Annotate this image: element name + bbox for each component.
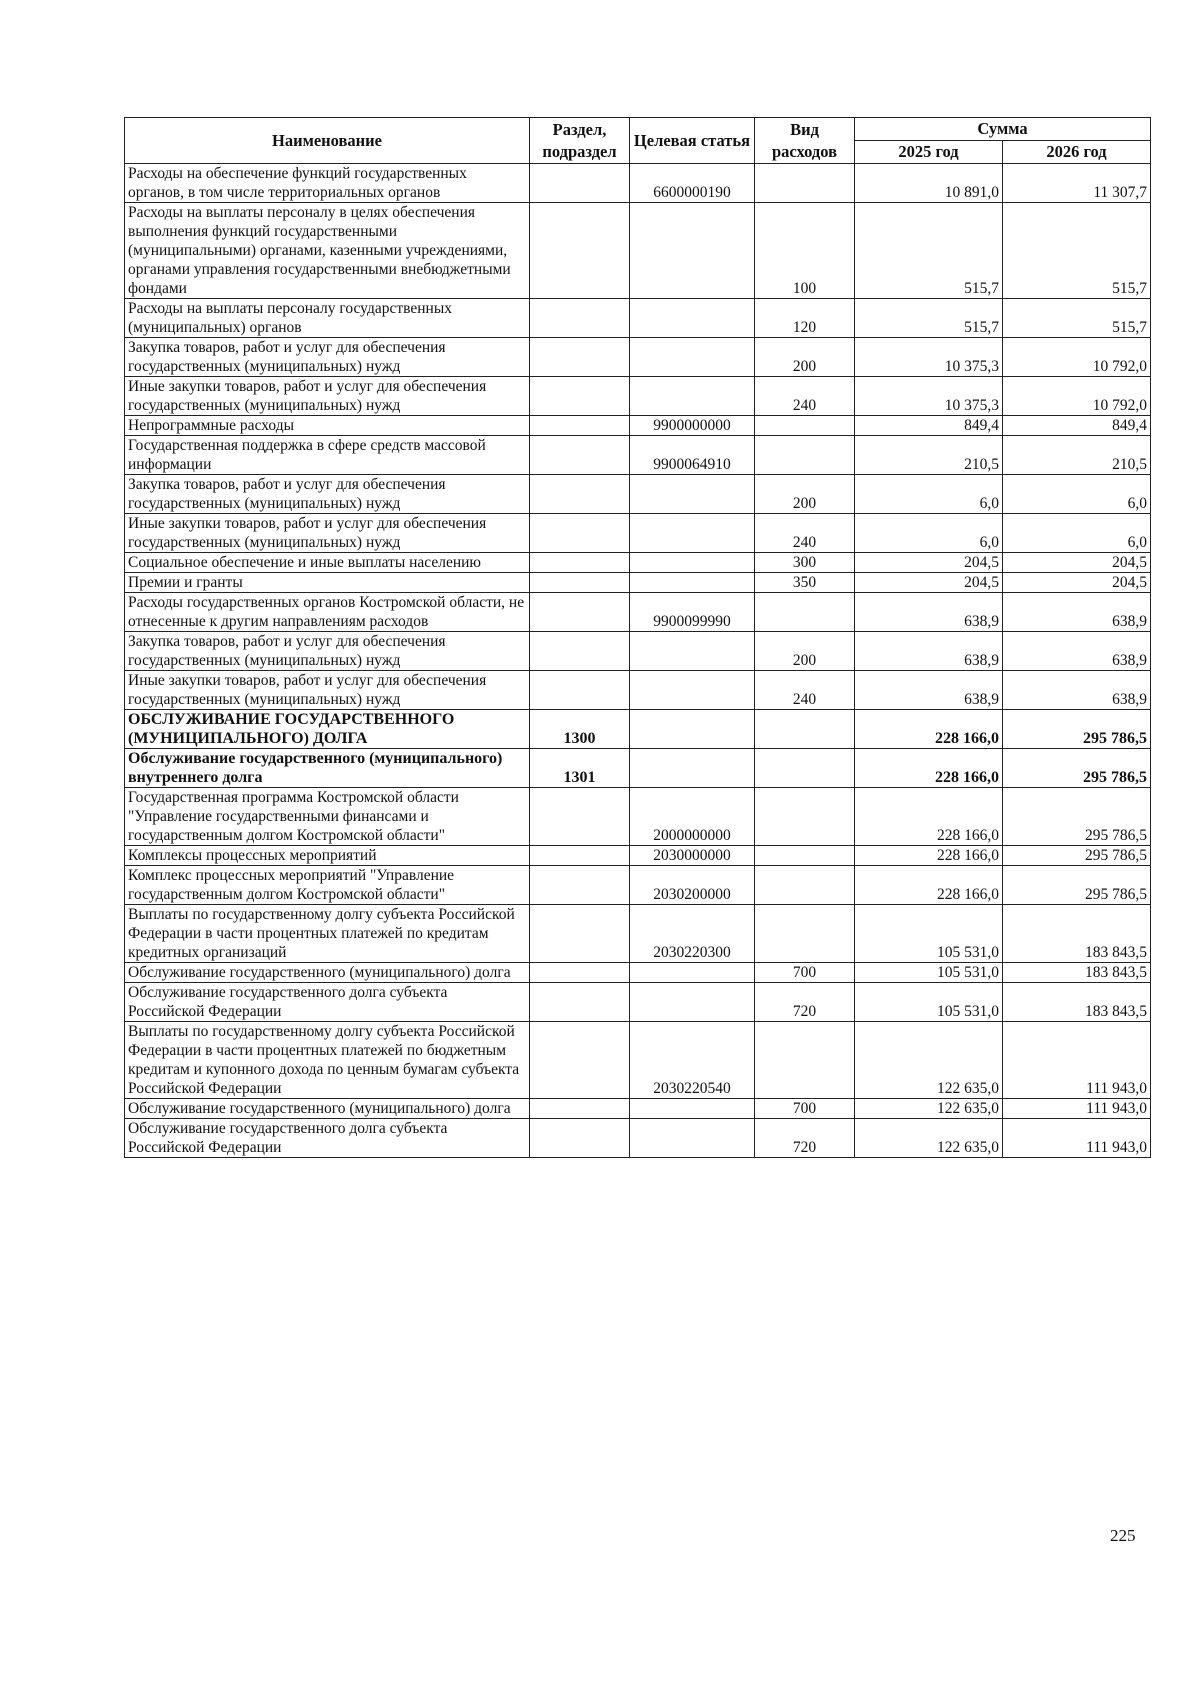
cell-2025: 210,5: [855, 436, 1003, 475]
col-header-type: Вид расходов: [755, 118, 855, 164]
cell-type: 350: [755, 573, 855, 593]
cell-section: [530, 905, 630, 963]
cell-target: [630, 1119, 755, 1158]
cell-target: [630, 573, 755, 593]
cell-name: Иные закупки товаров, работ и услуг для обеспечения государственных (муниципальных) нужд: [125, 514, 530, 553]
cell-2026: 849,4: [1003, 416, 1151, 436]
cell-target: 2030200000: [630, 866, 755, 905]
col-header-sum: Сумма: [855, 118, 1151, 141]
cell-2025: 849,4: [855, 416, 1003, 436]
cell-name: Иные закупки товаров, работ и услуг для обеспечения государственных (муниципальных) нужд: [125, 377, 530, 416]
table-body: [125, 164, 1151, 1158]
cell-2025: 10 375,3: [855, 377, 1003, 416]
cell-2026: 111 943,0: [1003, 1119, 1151, 1158]
cell-type: 100: [755, 203, 855, 299]
cell-type: 240: [755, 377, 855, 416]
cell-type: 720: [755, 983, 855, 1022]
cell-target: [630, 514, 755, 553]
table-row: [125, 846, 1151, 866]
table-row: [125, 203, 1151, 299]
cell-target: [630, 983, 755, 1022]
cell-name: Расходы на выплаты персоналу в целях обеспечения выполнения функций государственными (муниципальными) органами, казенными учреждениями, органами управления государственными внебюджетными фондами: [125, 203, 530, 299]
cell-section: [530, 416, 630, 436]
cell-name: Премии и гранты: [125, 573, 530, 593]
cell-target: 2030220300: [630, 905, 755, 963]
cell-name: Закупка товаров, работ и услуг для обеспечения государственных (муниципальных) нужд: [125, 632, 530, 671]
cell-2026: 111 943,0: [1003, 1022, 1151, 1099]
cell-target: 9900064910: [630, 436, 755, 475]
cell-name: Обслуживание государственного (муниципального) долга: [125, 1099, 530, 1119]
cell-2026: 183 843,5: [1003, 983, 1151, 1022]
cell-2026: 183 843,5: [1003, 963, 1151, 983]
cell-name: Непрограммные расходы: [125, 416, 530, 436]
cell-target: [630, 338, 755, 377]
cell-name: Обслуживание государственного (муниципального) внутреннего долга: [125, 749, 530, 788]
cell-type: 200: [755, 338, 855, 377]
cell-2025: 10 375,3: [855, 338, 1003, 377]
cell-target: 6600000190: [630, 164, 755, 203]
cell-target: [630, 203, 755, 299]
cell-2026: 6,0: [1003, 475, 1151, 514]
cell-section: [530, 1022, 630, 1099]
cell-type: [755, 710, 855, 749]
col-header-2026: 2026 год: [1003, 141, 1151, 164]
cell-section: [530, 593, 630, 632]
cell-2025: 105 531,0: [855, 963, 1003, 983]
cell-2025: 228 166,0: [855, 749, 1003, 788]
cell-section: [530, 377, 630, 416]
table-row: [125, 1099, 1151, 1119]
cell-target: [630, 710, 755, 749]
cell-target: [630, 553, 755, 573]
cell-2025: 105 531,0: [855, 983, 1003, 1022]
cell-type: 120: [755, 299, 855, 338]
cell-section: [530, 788, 630, 846]
cell-name: Выплаты по государственному долгу субъекта Российской Федерации в части процентных платежей по бюджетным кредитам и купонного дохода по ценным бумагам субъекта Российской Федерации: [125, 1022, 530, 1099]
cell-section: [530, 846, 630, 866]
cell-2026: 295 786,5: [1003, 710, 1151, 749]
cell-target: 2030220540: [630, 1022, 755, 1099]
cell-2026: 295 786,5: [1003, 846, 1151, 866]
cell-name: Обслуживание государственного (муниципального) долга: [125, 963, 530, 983]
cell-2025: 122 635,0: [855, 1022, 1003, 1099]
cell-2026: 638,9: [1003, 593, 1151, 632]
cell-section: [530, 632, 630, 671]
table-header: [125, 118, 1151, 164]
cell-type: 240: [755, 671, 855, 710]
cell-name: Закупка товаров, работ и услуг для обеспечения государственных (муниципальных) нужд: [125, 338, 530, 377]
cell-name: Обслуживание государственного долга субъекта Российской Федерации: [125, 1119, 530, 1158]
cell-type: [755, 846, 855, 866]
cell-type: [755, 164, 855, 203]
cell-type: 200: [755, 475, 855, 514]
cell-target: [630, 671, 755, 710]
cell-target: 2030000000: [630, 846, 755, 866]
table-row: [125, 416, 1151, 436]
cell-name: Комплекс процессных мероприятий "Управление государственным долгом Костромской области": [125, 866, 530, 905]
table-row: [125, 749, 1151, 788]
col-header-target: Целевая статья: [630, 118, 755, 164]
table-row: [125, 1022, 1151, 1099]
cell-name: Расходы государственных органов Костромской области, не отнесенные к другим направлениям расходов: [125, 593, 530, 632]
cell-type: 240: [755, 514, 855, 553]
table-row: [125, 963, 1151, 983]
cell-2026: 295 786,5: [1003, 788, 1151, 846]
table-row: [125, 475, 1151, 514]
cell-2026: 295 786,5: [1003, 749, 1151, 788]
cell-target: [630, 632, 755, 671]
cell-type: [755, 1022, 855, 1099]
cell-section: [530, 671, 630, 710]
cell-type: 200: [755, 632, 855, 671]
cell-target: [630, 475, 755, 514]
cell-2026: 6,0: [1003, 514, 1151, 553]
table-row: [125, 788, 1151, 846]
page-number: 225: [1110, 1526, 1136, 1545]
cell-section: 1301: [530, 749, 630, 788]
cell-section: [530, 573, 630, 593]
cell-name: Расходы на выплаты персоналу государственных (муниципальных) органов: [125, 299, 530, 338]
cell-section: [530, 164, 630, 203]
cell-2026: 11 307,7: [1003, 164, 1151, 203]
table-row: [125, 671, 1151, 710]
cell-name: Государственная программа Костромской области "Управление государственными финансами и государственным долгом Костромской области": [125, 788, 530, 846]
table-row: [125, 905, 1151, 963]
cell-2025: 105 531,0: [855, 905, 1003, 963]
cell-2025: 638,9: [855, 593, 1003, 632]
cell-2025: 638,9: [855, 632, 1003, 671]
cell-section: [530, 299, 630, 338]
cell-2026: 638,9: [1003, 632, 1151, 671]
cell-target: 2000000000: [630, 788, 755, 846]
cell-2025: 6,0: [855, 475, 1003, 514]
cell-type: [755, 749, 855, 788]
col-header-section: Раздел, подраздел: [530, 118, 630, 164]
table-row: [125, 377, 1151, 416]
cell-type: [755, 905, 855, 963]
cell-2025: 10 891,0: [855, 164, 1003, 203]
table-row: [125, 164, 1151, 203]
table-row: [125, 436, 1151, 475]
cell-2026: 111 943,0: [1003, 1099, 1151, 1119]
cell-2025: 515,7: [855, 299, 1003, 338]
table-row: [125, 573, 1151, 593]
cell-section: [530, 338, 630, 377]
cell-2026: 204,5: [1003, 573, 1151, 593]
table-row: [125, 983, 1151, 1022]
cell-name: Государственная поддержка в сфере средств массовой информации: [125, 436, 530, 475]
table-row: [125, 338, 1151, 377]
cell-2026: 10 792,0: [1003, 338, 1151, 377]
cell-name: Закупка товаров, работ и услуг для обеспечения государственных (муниципальных) нужд: [125, 475, 530, 514]
col-header-name: Наименование: [125, 118, 530, 164]
cell-2025: 6,0: [855, 514, 1003, 553]
cell-name: Иные закупки товаров, работ и услуг для обеспечения государственных (муниципальных) нужд: [125, 671, 530, 710]
table-row: [125, 710, 1151, 749]
table-row: [125, 593, 1151, 632]
cell-2026: 638,9: [1003, 671, 1151, 710]
cell-section: [530, 1119, 630, 1158]
cell-target: [630, 299, 755, 338]
cell-type: [755, 436, 855, 475]
cell-target: 9900099990: [630, 593, 755, 632]
cell-section: [530, 203, 630, 299]
cell-2025: 228 166,0: [855, 866, 1003, 905]
table-row: [125, 632, 1151, 671]
table-row: [125, 866, 1151, 905]
cell-name: Социальное обеспечение и иные выплаты населению: [125, 553, 530, 573]
cell-section: [530, 553, 630, 573]
cell-type: [755, 416, 855, 436]
cell-type: 700: [755, 1099, 855, 1119]
cell-section: [530, 475, 630, 514]
cell-2025: 638,9: [855, 671, 1003, 710]
cell-section: 1300: [530, 710, 630, 749]
cell-name: Обслуживание государственного долга субъекта Российской Федерации: [125, 983, 530, 1022]
cell-name: Расходы на обеспечение функций государственных органов, в том числе территориальных органов: [125, 164, 530, 203]
col-header-2025: 2025 год: [855, 141, 1003, 164]
cell-2026: 515,7: [1003, 299, 1151, 338]
cell-type: [755, 866, 855, 905]
cell-target: [630, 377, 755, 416]
cell-section: [530, 436, 630, 475]
cell-target: [630, 963, 755, 983]
cell-2025: 515,7: [855, 203, 1003, 299]
cell-target: 9900000000: [630, 416, 755, 436]
cell-2025: 228 166,0: [855, 710, 1003, 749]
cell-target: [630, 749, 755, 788]
cell-2026: 210,5: [1003, 436, 1151, 475]
table-row: [125, 1119, 1151, 1158]
cell-2025: 122 635,0: [855, 1099, 1003, 1119]
cell-type: [755, 788, 855, 846]
cell-section: [530, 514, 630, 553]
cell-2025: 204,5: [855, 573, 1003, 593]
cell-2026: 204,5: [1003, 553, 1151, 573]
cell-type: [755, 593, 855, 632]
cell-type: 700: [755, 963, 855, 983]
cell-section: [530, 866, 630, 905]
table-row: [125, 514, 1151, 553]
cell-name: ОБСЛУЖИВАНИЕ ГОСУДАРСТВЕННОГО (МУНИЦИПАЛЬНОГО) ДОЛГА: [125, 710, 530, 749]
cell-section: [530, 963, 630, 983]
cell-2025: 204,5: [855, 553, 1003, 573]
table-row: [125, 553, 1151, 573]
cell-2026: 515,7: [1003, 203, 1151, 299]
cell-name: Комплексы процессных мероприятий: [125, 846, 530, 866]
cell-2025: 228 166,0: [855, 846, 1003, 866]
cell-target: [630, 1099, 755, 1119]
cell-2026: 10 792,0: [1003, 377, 1151, 416]
budget-table: [124, 117, 1151, 1158]
cell-section: [530, 1099, 630, 1119]
cell-type: 720: [755, 1119, 855, 1158]
cell-type: 300: [755, 553, 855, 573]
cell-2026: 183 843,5: [1003, 905, 1151, 963]
cell-2026: 295 786,5: [1003, 866, 1151, 905]
cell-2025: 228 166,0: [855, 788, 1003, 846]
table-row: [125, 299, 1151, 338]
cell-name: Выплаты по государственному долгу субъекта Российской Федерации в части процентных платежей по кредитам кредитных организаций: [125, 905, 530, 963]
cell-section: [530, 983, 630, 1022]
cell-2025: 122 635,0: [855, 1119, 1003, 1158]
